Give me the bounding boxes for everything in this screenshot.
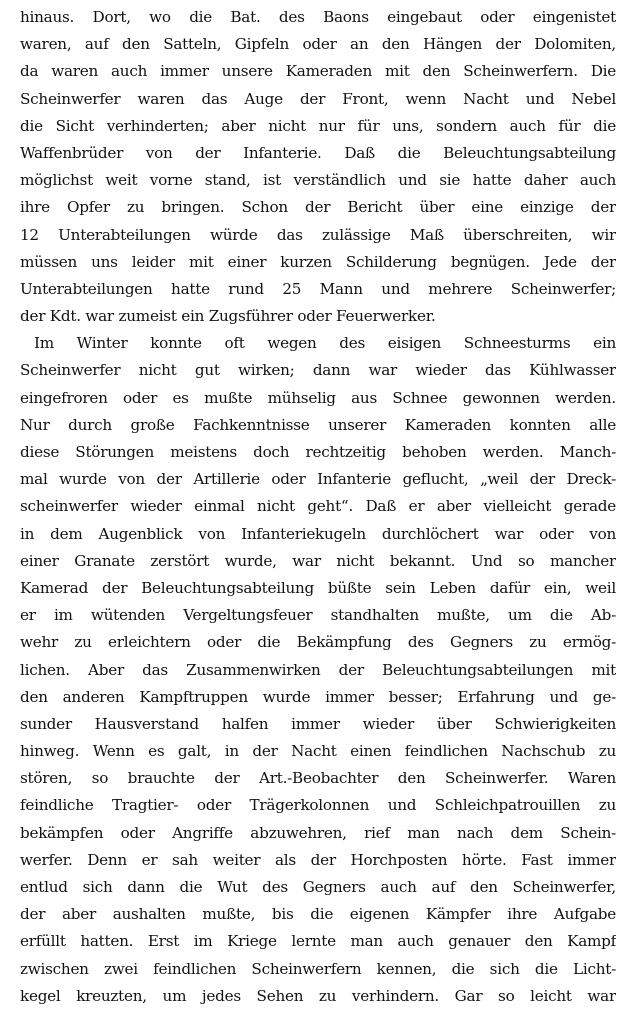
text-line: müssen uns leider mit einer kurzen Schilderung begnügen. Jede der <box>20 252 616 271</box>
text-line: da waren auch immer unsere Kameraden mit den Scheinwerfern. Die <box>20 62 616 81</box>
text-line: sunder Hausverstand halfen immer wieder über Schwierigkeiten <box>20 714 616 733</box>
text-line: hinweg. Wenn es galt, in der Nacht einen feindlichen Nachschub zu <box>20 742 616 761</box>
text-line: 12 Unterabteilungen würde das zulässige Maß überschreiten, wir <box>20 225 616 244</box>
text-line: Unterabteilungen hatte rund 25 Mann und mehrere Scheinwerfer; <box>20 279 616 298</box>
text-line: werfer. Denn er sah weiter als der Horchposten hörte. Fast immer <box>20 850 616 869</box>
text-line: den anderen Kampftruppen wurde immer besser; Erfahrung und ge- <box>20 687 616 706</box>
text-line: Kamerad der Beleuchtungsabteilung büßte sein Leben dafür ein, weil <box>20 578 616 597</box>
text-line: der Kdt. war zumeist ein Zugsführer oder Feuerwerker. <box>20 307 436 326</box>
text-line: erfüllt hatten. Erst im Kriege lernte man auch genauer den Kampf <box>20 932 616 951</box>
text-line: zwischen zwei feindlichen Scheinwerfern kennen, die sich die Licht- <box>20 959 616 978</box>
text-line: in dem Augenblick von Infanteriekugeln durchlöchert war oder von <box>20 524 616 543</box>
text-line: der aber aushalten mußte, bis die eigenen Kämpfer ihre Aufgabe <box>20 905 616 924</box>
text-line: Nur durch große Fachkenntnisse unserer Kameraden konnten alle <box>20 415 616 434</box>
text-line: er im wütenden Vergeltungsfeuer standhalten mußte, um die Ab- <box>20 606 616 625</box>
text-line: mal wurde von der Artillerie oder Infanterie geflucht, „weil der Dreck- <box>20 470 616 489</box>
text-line: eingefroren oder es mußte mühselig aus Schnee gewonnen werden. <box>20 388 616 407</box>
text-line: hinaus. Dort, wo die Bat. des Baons eingebaut oder eingenistet <box>20 8 616 26</box>
paragraph-2 <box>20 330 616 1010</box>
text-line: stören, so brauchte der Art.-Beobachter den Scheinwerfer. Waren <box>20 769 616 788</box>
text-line: wehr zu erleichtern oder die Bekämpfung des Gegners zu ermög- <box>20 633 616 652</box>
text-line: Scheinwerfer waren das Auge der Front, wenn Nacht und Nebel <box>20 89 616 108</box>
text-line: ihre Opfer zu bringen. Schon der Bericht über eine einzige der <box>20 198 616 217</box>
text-line: scheinwerfer wieder einmal nicht geht“. Daß er aber vielleicht gerade <box>20 497 616 516</box>
text-line: bekämpfen oder Angriffe abzuwehren, rief man nach dem Schein- <box>20 823 616 842</box>
text-line: Scheinwerfer nicht gut wirken; dann war wieder das Kühlwasser <box>20 361 616 380</box>
text-line: feindliche Tragtier- oder Trägerkolonnen und Schleichpatrouillen zu <box>20 796 616 815</box>
text-line: kegel kreuzten, um jedes Sehen zu verhindern. Gar so leicht war <box>20 986 616 1005</box>
text-line: einer Granate zerstört wurde, war nicht bekannt. Und so mancher <box>20 551 616 570</box>
text-line: Waffenbrüder von der Infanterie. Daß die Beleuchtungsabteilung <box>20 143 616 162</box>
text-line: entlud sich dann die Wut des Gegners auch auf den Scheinwerfer, <box>20 878 616 896</box>
text-line: lichen. Aber das Zusammenwirken der Beleuchtungsabteilungen mit <box>20 660 616 679</box>
text-line: die Sicht verhinderten; aber nicht nur für uns, sondern auch für die <box>20 116 616 135</box>
text-line: diese Störungen meistens doch rechtzeitig behoben werden. Manch- <box>20 443 616 461</box>
text-line: möglichst weit vorne stand, ist verständlich und sie hatte daher auch <box>20 171 616 190</box>
text-line: waren, auf den Satteln, Gipfeln oder an den Hängen der Dolomiten, <box>20 35 616 54</box>
text-line: Im Winter konnte oft wegen des eisigen Schneesturms ein <box>34 334 616 353</box>
paragraph-1 <box>20 4 616 330</box>
